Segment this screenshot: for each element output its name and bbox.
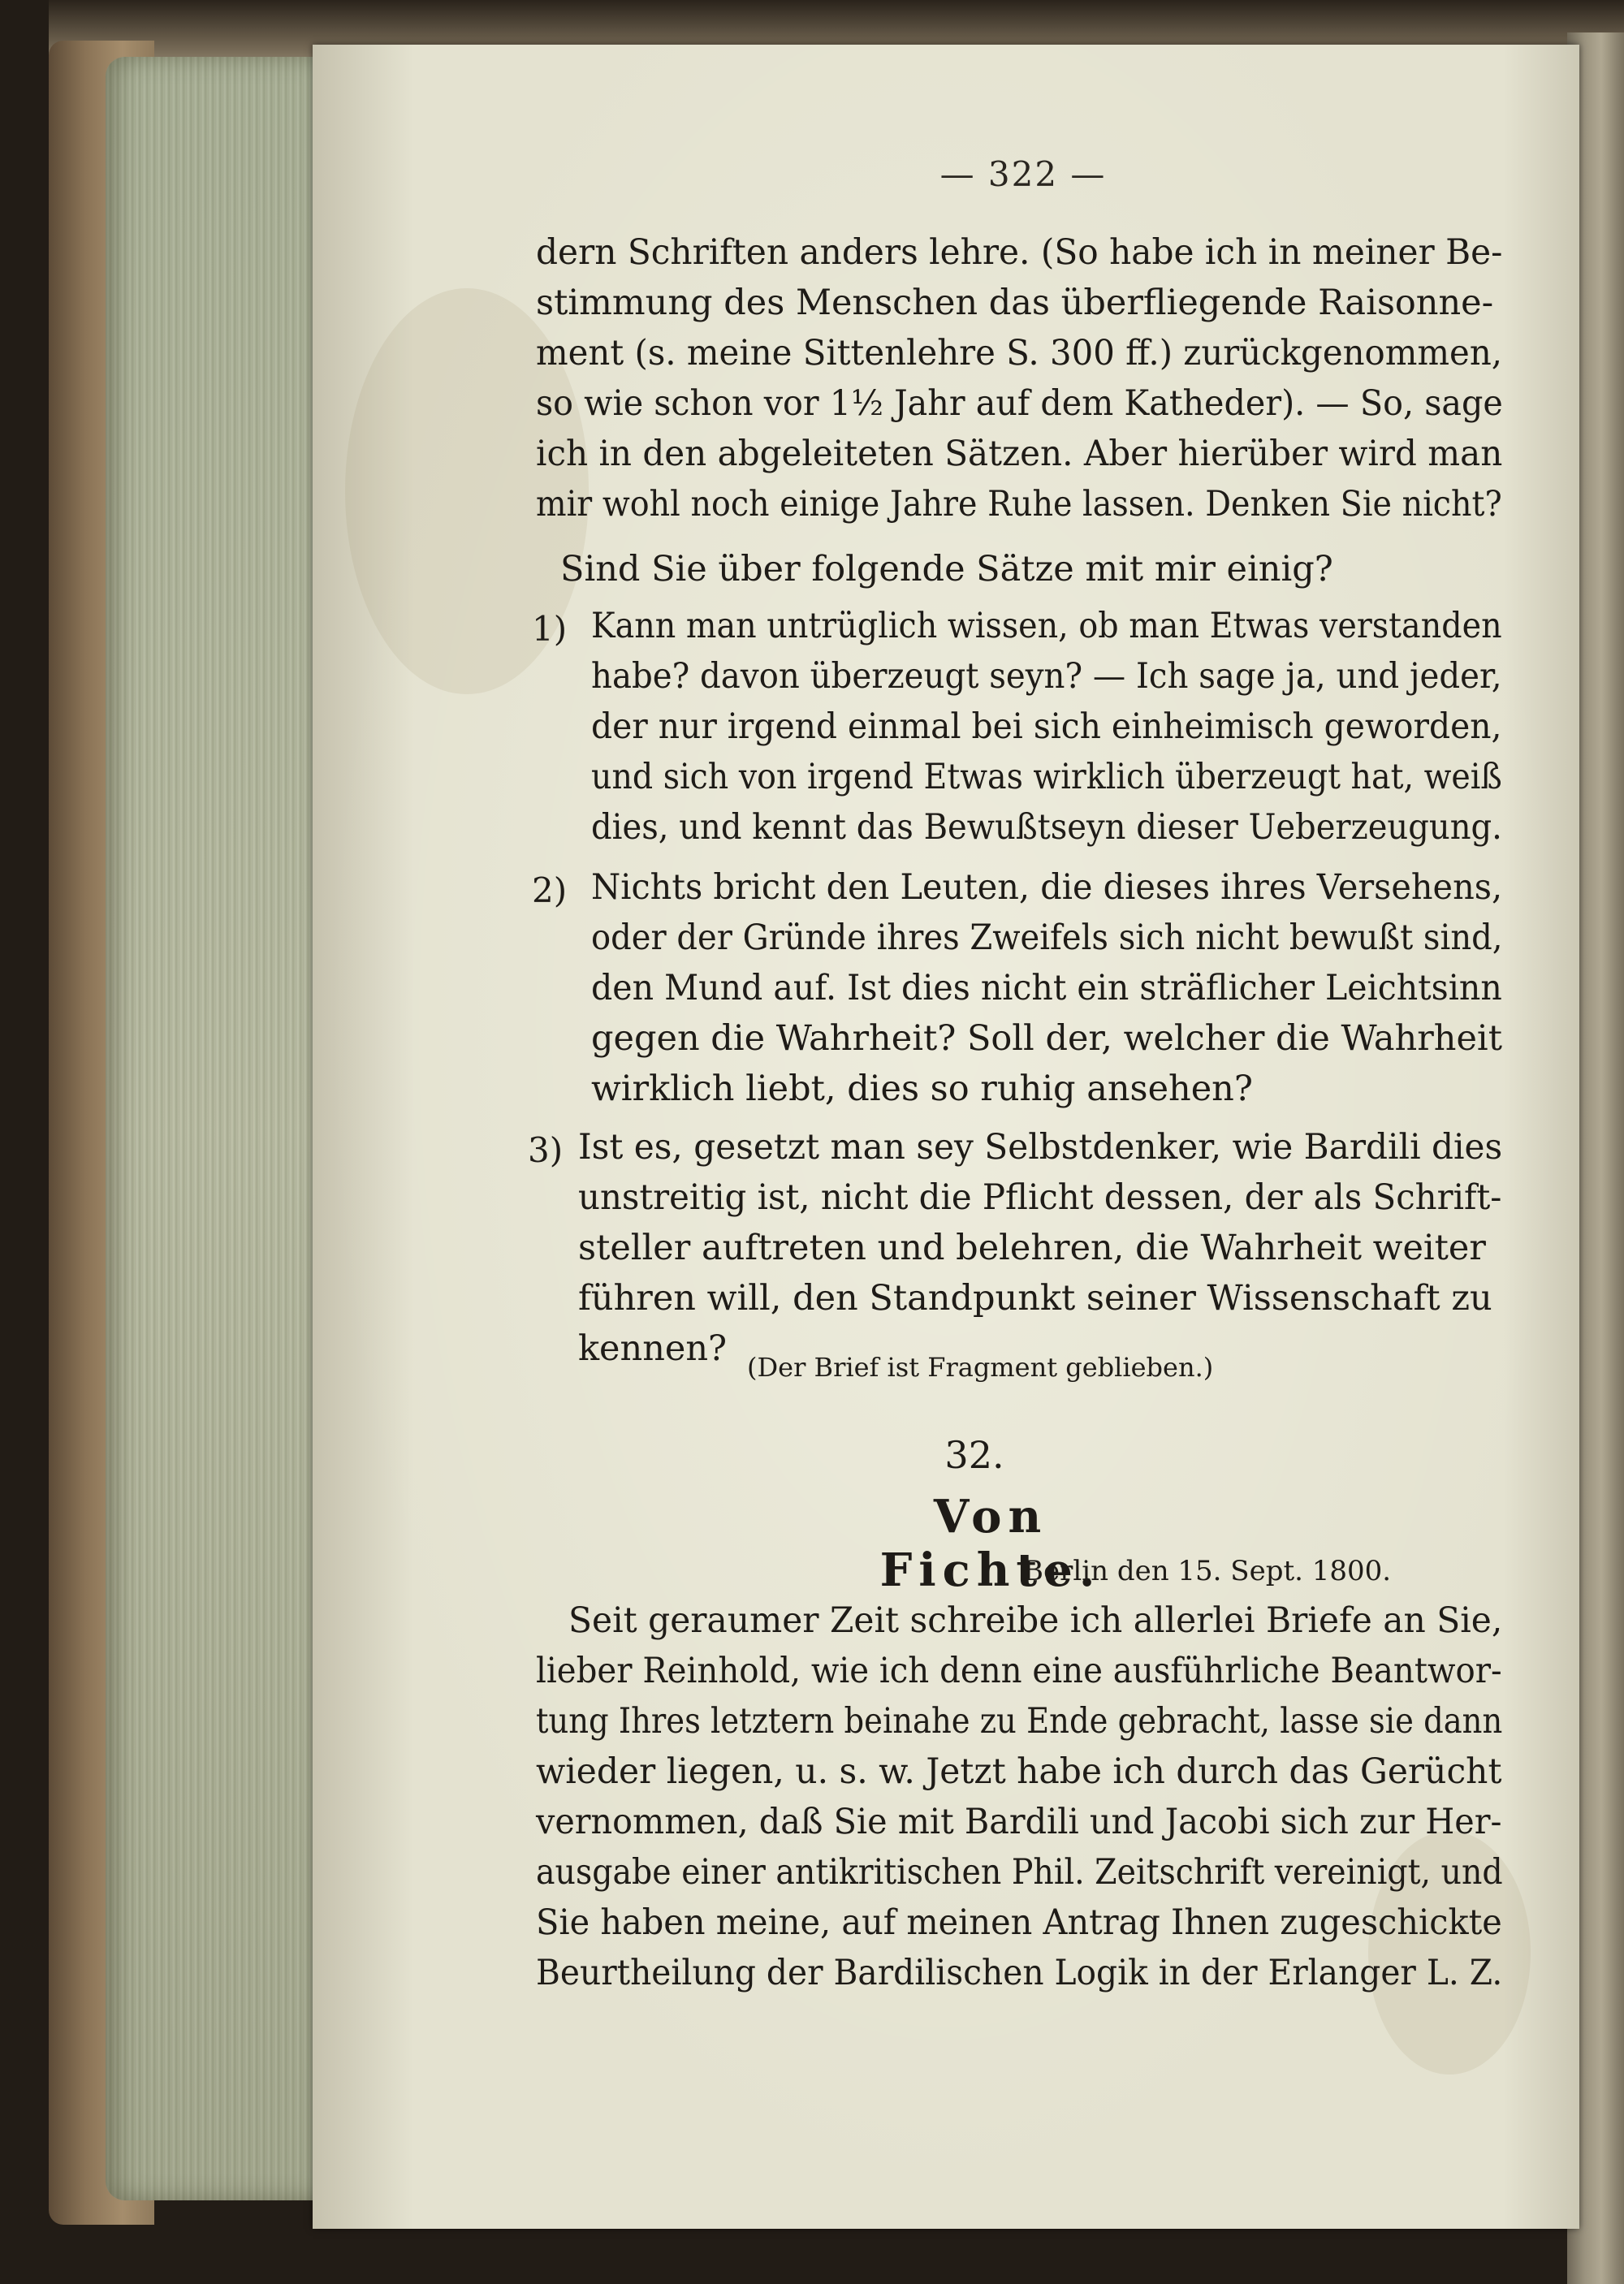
paragraph-2-line: Sie haben meine, auf meinen Antrag Ihnen zugeschickte (536, 1902, 1502, 1943)
paragraph-1-line: mir wohl noch einige Jahre Ruhe lassen. Denken Sie nicht? (536, 484, 1502, 525)
item-3-line: steller auftreten und belehren, die Wahrheit weiter (578, 1228, 1486, 1268)
item-1-line: der nur irgend einmal bei sich einheimisch geworden, (591, 706, 1502, 747)
item-3-line: unstreitig ist, nicht die Pflicht dessen, der als Schrift- (578, 1177, 1502, 1218)
paragraph-2-line: wieder liegen, u. s. w. Jetzt habe ich durch das Gerücht (536, 1751, 1502, 1792)
item-3-line: führen will, den Standpunkt seiner Wissenschaft zu (578, 1278, 1492, 1319)
paragraph-2-line: lieber Reinhold, wie ich denn eine ausführliche Beantwor- (536, 1651, 1502, 1691)
item-1-line: habe? davon überzeugt seyn? — Ich sage ja, und jeder, (591, 656, 1502, 697)
paragraph-1-line: stimmung des Menschen das überfliegende Raisonne- (536, 283, 1494, 323)
item-2-line: oder der Gründe ihres Zweifels sich nicht bewußt sind, (591, 917, 1503, 958)
paragraph-1-line: so wie schon vor 1½ Jahr auf dem Katheder). — So, sage (536, 383, 1503, 424)
paragraph-2-line: Beurtheilung der Bardilischen Logik in der Erlanger L. Z. (536, 1953, 1503, 1993)
item-1-line: Kann man untrüglich wissen, ob man Etwas verstanden (591, 606, 1502, 646)
paragraph-2-line: vernommen, daß Sie mit Bardili und Jacobi sich zur Her- (536, 1802, 1502, 1842)
item-marker: 1) (532, 609, 568, 649)
paragraph-2-line: ausgabe einer antikritischen Phil. Zeitschrift vereinigt, und (536, 1852, 1503, 1893)
item-1-line: und sich von irgend Etwas wirklich überzeugt hat, weiß (591, 757, 1502, 797)
paragraph-2-line: tung Ihres letztern beinahe zu Ende gebracht, lasse sie dann (536, 1701, 1503, 1742)
dateline: Berlin den 15. Sept. 1800. (1023, 1555, 1392, 1587)
page-stack-edge (106, 57, 317, 2200)
item-3-line: kennen? (578, 1328, 728, 1369)
paragraph-1-line: ich in den abgeleiteten Sätzen. Aber hierüber wird man (536, 434, 1503, 474)
paragraph-1-line: ment (s. meine Sittenlehre S. 300 ff.) zurückgenommen, (536, 333, 1503, 373)
item-marker: 3) (528, 1130, 564, 1170)
letter-number: 32. (944, 1433, 1004, 1477)
item-2-line: Nichts bricht den Leuten, die dieses ihres Versehens, (591, 867, 1503, 908)
paragraph-1-line: dern Schriften anders lehre. (So habe ich in meiner Be- (536, 232, 1503, 273)
letter-title: Von Fichte. (879, 1490, 1102, 1597)
item-2-line: gegen die Wahrheit? Soll der, welcher die Wahrheit (591, 1018, 1502, 1059)
item-1-line: dies, und kennt das Bewußtseyn dieser Ueberzeugung. (591, 807, 1502, 848)
intro-question: Sind Sie über folgende Sätze mit mir einig? (560, 549, 1333, 589)
fragment-note: (Der Brief ist Fragment geblieben.) (747, 1352, 1214, 1383)
item-marker: 2) (532, 870, 568, 910)
paragraph-2-line: Seit geraumer Zeit schreibe ich allerlei Briefe an Sie, (568, 1600, 1503, 1641)
page-number: — 322 — (939, 154, 1107, 194)
item-2-line: den Mund auf. Ist dies nicht ein sträflicher Leichtsinn (591, 968, 1502, 1008)
item-2-line: wirklich liebt, dies so ruhig ansehen? (591, 1069, 1253, 1109)
item-3-line: Ist es, gesetzt man sey Selbstdenker, wie Bardili dies (578, 1127, 1503, 1168)
